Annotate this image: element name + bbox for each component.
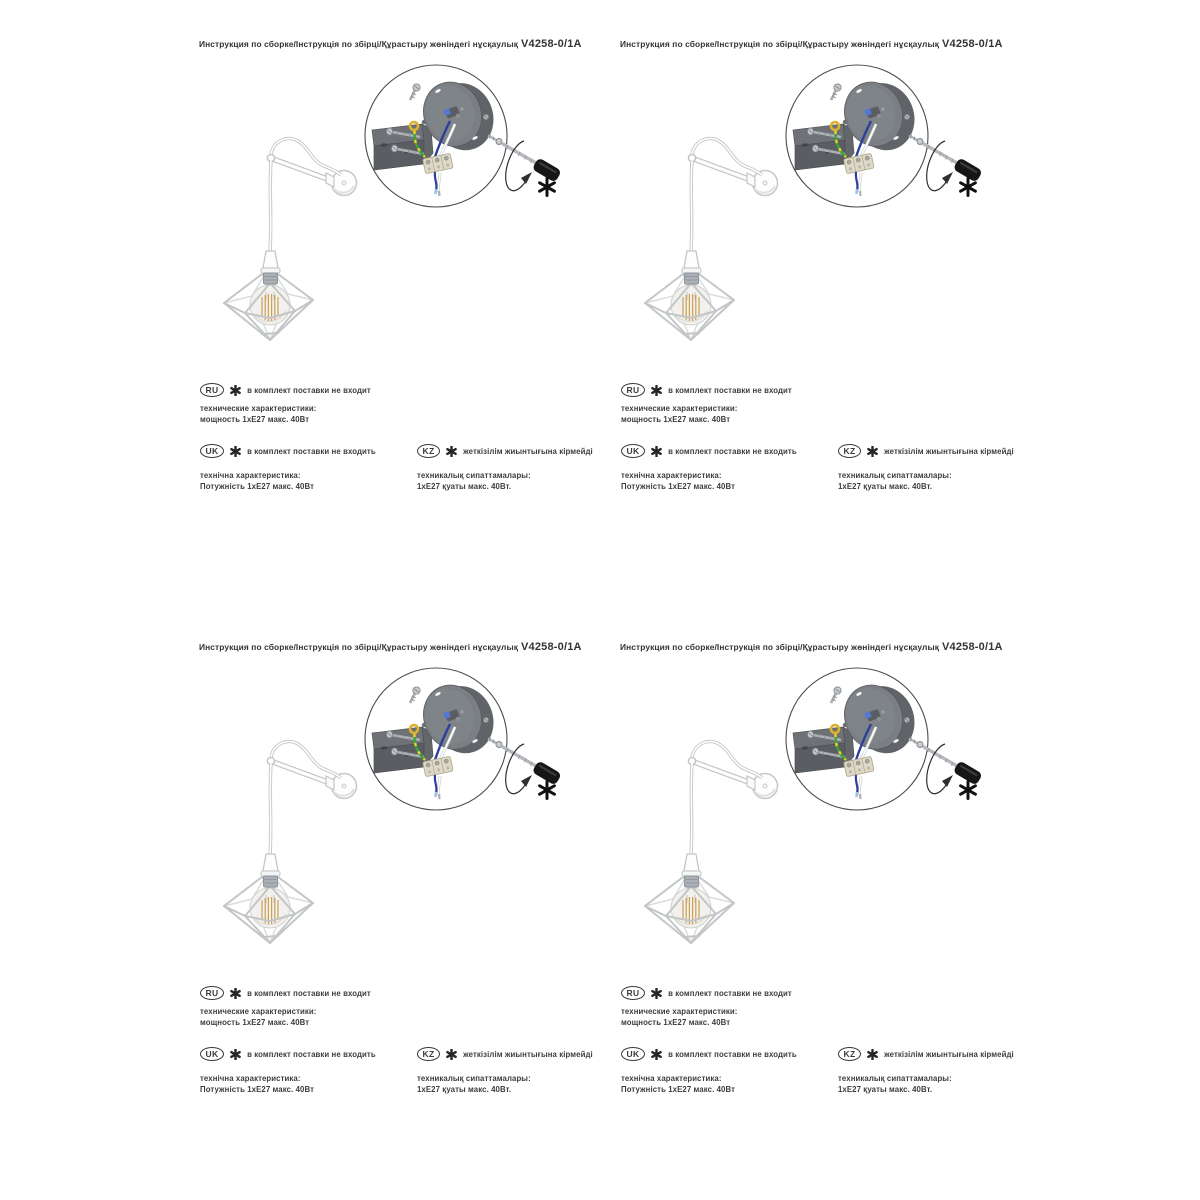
not-included-note: в комплект поставки не входить [247,1049,376,1059]
asterisk-icon [961,782,976,799]
lang-block-kz [838,444,1014,493]
power-cord [691,139,762,252]
not-included-note: в комплект поставки не входит [668,988,792,998]
tech-spec [200,403,371,426]
asterisk-icon [651,988,662,999]
lang-badge-ru: RU [621,383,645,397]
arm-joint-ball [688,757,695,764]
not-included-note: жеткізілім жиынтығына кірмейді [463,1049,593,1059]
lang-block-ru [621,383,792,426]
tech-spec [200,1006,371,1029]
spec-label: техникалық сипаттамалары: [417,1074,531,1083]
title-text: Инструкция по сборке/Інструкція по збірці/Құрастыру жөніндегі нұсқаулық [620,642,939,652]
asterisk-icon [651,446,662,457]
wall-plate [332,774,357,799]
spec-value: Потужність 1хЕ27 макс. 40Вт [621,482,736,492]
asterisk-icon [230,385,241,396]
screwdriver-icon [923,747,983,786]
lang-badge-kz: KZ [417,444,440,458]
asterisk-icon [540,782,555,799]
spec-value: мощность 1хЕ27 макс. 40Вт [621,1018,731,1028]
instruction-page [604,0,1024,600]
tech-spec [621,1073,797,1096]
tech-spec [621,470,797,493]
spec-label: технические характеристики: [200,1007,317,1016]
not-included-note: жеткізілім жиынтығына кірмейді [463,446,593,456]
lamp-socket [682,251,701,284]
model-number: V4258-0/1A [942,38,1003,50]
spec-value: Потужність 1хЕ27 макс. 40Вт [621,1085,736,1095]
lang-block-kz [838,1047,1014,1096]
lamp-arm [688,757,755,790]
not-included-note: в комплект поставки не входить [668,446,797,456]
spec-label: техникалық сипаттамалары: [838,1074,952,1083]
tech-spec [417,1073,593,1096]
spec-label: технічна характеристика: [200,1074,301,1083]
power-cord [270,742,341,855]
asterisk-icon [540,179,555,196]
canopy-side-screw [904,717,909,722]
spec-value: мощность 1хЕ27 макс. 40Вт [200,415,310,425]
spec-value: 1хЕ27 қуаты макс. 40Вт. [838,482,933,492]
tech-spec [621,403,792,426]
instruction-page [604,603,1024,1200]
spec-label: технические характеристики: [200,404,317,413]
arm-joint-ball [267,154,274,161]
lang-block-ru [200,986,371,1029]
tech-spec [200,1073,376,1096]
lang-badge-ru: RU [200,383,224,397]
asterisk-icon [961,179,976,196]
lang-badge-ru: RU [621,986,645,1000]
lamp-socket [682,854,701,887]
page-title [199,641,582,653]
lang-badge-uk: UK [200,444,224,458]
asterisk-icon [230,988,241,999]
tech-spec [200,470,376,493]
spec-value: Потужність 1хЕ27 макс. 40Вт [200,1085,315,1095]
lamp-arm [267,757,334,790]
mounting-detail-illustration [358,53,593,243]
wall-lamp-illustration [621,128,781,353]
model-number: V4258-0/1A [942,641,1003,653]
wall-plate [332,171,357,196]
lamp-arm [688,154,755,187]
mounting-detail-illustration [358,656,593,846]
canopy-side-screw [904,114,909,119]
asterisk-icon [651,385,662,396]
lang-block-uk [621,1047,797,1096]
spec-label: технические характеристики: [621,404,738,413]
not-included-note: в комплект поставки не входит [668,385,792,395]
lang-block-uk [200,1047,376,1096]
lang-block-uk [200,444,376,493]
spec-label: технические характеристики: [621,1007,738,1016]
spec-label: технічна характеристика: [621,1074,722,1083]
tech-spec [621,1006,792,1029]
wall-lamp-illustration [200,731,360,956]
page-title [199,38,582,50]
spec-label: техникалық сипаттамалары: [417,471,531,480]
spec-value: Потужність 1хЕ27 макс. 40Вт [200,482,315,492]
arm-joint-ball [267,757,274,764]
screwdriver-icon [502,747,562,786]
instruction-page [183,603,603,1200]
lang-block-uk [621,444,797,493]
lang-badge-ru: RU [200,986,224,1000]
canopy-side-screw [483,717,488,722]
not-included-note: жеткізілім жиынтығына кірмейді [884,446,1014,456]
lang-badge-kz: KZ [417,1047,440,1061]
lang-badge-kz: KZ [838,1047,861,1061]
asterisk-icon [446,446,457,457]
spec-label: технічна характеристика: [200,471,301,480]
tech-spec [417,470,593,493]
tech-spec [838,470,1014,493]
lang-block-ru [621,986,792,1029]
power-cord [270,139,341,252]
canopy-side-screw [483,114,488,119]
lang-badge-kz: KZ [838,444,861,458]
lang-badge-uk: UK [621,444,645,458]
instruction-page [183,0,603,600]
tech-spec [838,1073,1014,1096]
page-title [620,38,1003,50]
spec-value: мощность 1хЕ27 макс. 40Вт [621,415,731,425]
lang-block-ru [200,383,371,426]
lang-block-kz [417,444,593,493]
spec-label: техникалық сипаттамалары: [838,471,952,480]
spec-value: 1хЕ27 қуаты макс. 40Вт. [838,1085,933,1095]
lamp-socket [261,854,280,887]
title-text: Инструкция по сборке/Інструкція по збірці/Құрастыру жөніндегі нұсқаулық [199,39,518,49]
asterisk-icon [867,1049,878,1060]
title-text: Инструкция по сборке/Інструкція по збірці/Құрастыру жөніндегі нұсқаулық [620,39,939,49]
title-text: Инструкция по сборке/Інструкція по збірці/Құрастыру жөніндегі нұсқаулық [199,642,518,652]
asterisk-icon [867,446,878,457]
asterisk-icon [230,1049,241,1060]
not-included-note: в комплект поставки не входит [247,988,371,998]
not-included-note: в комплект поставки не входить [668,1049,797,1059]
lang-badge-uk: UK [200,1047,224,1061]
wall-lamp-illustration [621,731,781,956]
not-included-note: в комплект поставки не входит [247,385,371,395]
model-number: V4258-0/1A [521,38,582,50]
spec-value: 1хЕ27 қуаты макс. 40Вт. [417,482,512,492]
lang-badge-uk: UK [621,1047,645,1061]
asterisk-icon [446,1049,457,1060]
asterisk-icon [230,446,241,457]
mounting-detail-illustration [779,656,1014,846]
not-included-note: в комплект поставки не входить [247,446,376,456]
spec-label: технічна характеристика: [621,471,722,480]
lang-block-kz [417,1047,593,1096]
spec-value: мощность 1хЕ27 макс. 40Вт [200,1018,310,1028]
wall-plate [753,171,778,196]
lamp-socket [261,251,280,284]
power-cord [691,742,762,855]
arm-joint-ball [688,154,695,161]
model-number: V4258-0/1A [521,641,582,653]
lamp-arm [267,154,334,187]
page-title [620,641,1003,653]
not-included-note: жеткізілім жиынтығына кірмейді [884,1049,1014,1059]
wall-plate [753,774,778,799]
screwdriver-icon [502,144,562,183]
screwdriver-icon [923,144,983,183]
mounting-detail-illustration [779,53,1014,243]
wall-lamp-illustration [200,128,360,353]
spec-value: 1хЕ27 қуаты макс. 40Вт. [417,1085,512,1095]
asterisk-icon [651,1049,662,1060]
